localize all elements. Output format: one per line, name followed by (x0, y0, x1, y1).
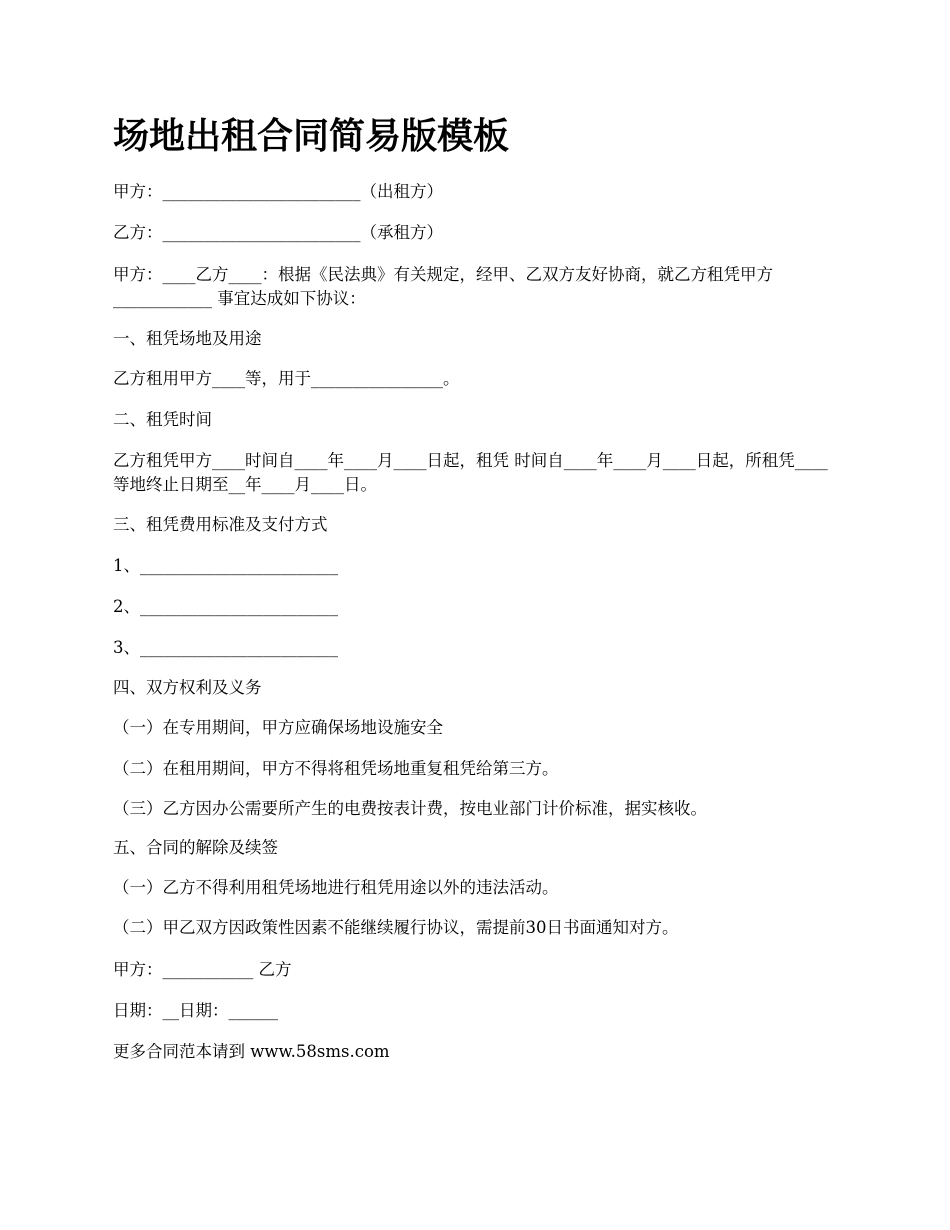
footer-link-text: 更多合同范本请到 www.58sms.com (113, 1042, 390, 1061)
section-1-heading: 一、租凭场地及用途 (113, 329, 262, 348)
section-5-heading: 五、合同的解除及续签 (113, 838, 278, 857)
party-a-line: 甲方：________________________（出租方） (113, 182, 443, 201)
termination-item-1: （一）乙方不得利用租凭场地进行租凭用途以外的违法活动。 (113, 878, 559, 897)
termination-item-2: （二）甲乙双方因政策性因素不能继续履行协议，需提前30日书面通知对方。 (113, 918, 679, 937)
fee-item-3: 3、________________________ (113, 638, 338, 657)
rights-item-3: （三）乙方因办公需要所产生的电费按表计费，按电业部门计价标准，据实核收。 (113, 799, 707, 818)
fee-item-1: 1、________________________ (113, 556, 338, 575)
date-line: 日期：__日期：______ (113, 1001, 278, 1020)
rights-item-2: （二）在租用期间，甲方不得将租凭场地重复租凭给第三方。 (113, 759, 559, 778)
fee-item-2: 2、________________________ (113, 597, 338, 616)
rights-item-1: （一）在专用期间，甲方应确保场地设施安全 (113, 718, 443, 737)
party-b-line: 乙方：________________________（承租方） (113, 223, 443, 242)
document-title: 场地出租合同简易版模板 (113, 115, 510, 157)
signature-line: 甲方：___________ 乙方 (113, 960, 292, 979)
section-2-heading: 二、租凭时间 (113, 410, 212, 429)
section-4-heading: 四、双方权利及义务 (113, 678, 262, 697)
section-1-body: 乙方租用甲方____等，用于________________。 (113, 369, 460, 388)
section-2-body: 乙方租凭甲方____时间自____年____月____日起，租凭 时间自____年____月____日起，所租凭____等地终止日期至__年____月____日。 (113, 451, 828, 494)
section-3-heading: 三、租凭费用标准及支付方式 (113, 515, 328, 534)
preamble-paragraph: 甲方：____乙方____：根据《民法典》有关规定，经甲、乙双方友好协商，就乙方租凭甲方____________ 事宜达成如下协议： (113, 265, 773, 308)
